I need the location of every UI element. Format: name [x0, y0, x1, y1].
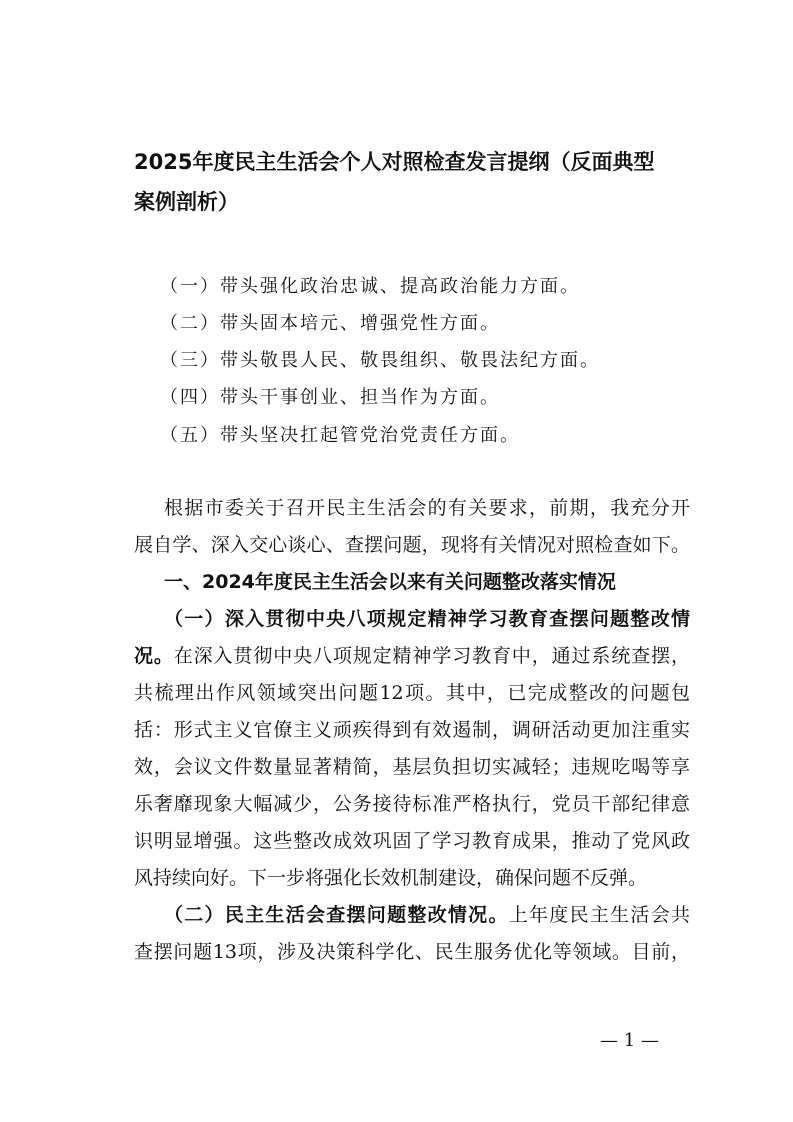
body-line: 括：形式主义官僚主义顽疾得到有效遏制，调研活动更加注重实: [134, 719, 690, 741]
body-line: [134, 643, 690, 669]
outline-item: （五）带头坚决扛起管党治党责任方面。: [160, 425, 520, 446]
subsection-heading-text: （二）民主生活会查摆问题整改情况。: [164, 904, 509, 926]
section-heading: 一、2024年度民主生活会以来有关问题整改落实情况: [164, 571, 616, 593]
outline-item: （四）带头干事创业、担当作为方面。: [160, 387, 500, 408]
body-line: 共梳理出作风领域突出问题12项。其中，已完成整改的问题包: [134, 682, 690, 704]
outline-item: （二）带头固本培元、增强党性方面。: [160, 313, 500, 334]
body-line: 风持续向好。下一步将强化长效机制建设，确保问题不反弹。: [134, 867, 648, 889]
body-text: 上年度民主生活会共: [508, 904, 690, 926]
intro-line: 根据市委关于召开民主生活会的有关要求，前期，我充分开: [164, 497, 690, 519]
subsection-heading-text: （一）深入贯彻中央八项规定精神学习教育查摆问题整改情: [164, 608, 690, 630]
intro-line: 展自学、深入交心谈心、查摆问题，现将有关情况对照检查如下。: [134, 534, 690, 556]
outline-item: （一）带头强化政治忠诚、提高政治能力方面。: [160, 276, 580, 297]
body-text: 在深入贯彻中央八项规定精神学习教育中，通过系统查摆，: [173, 645, 690, 667]
page-number: — 1 —: [600, 1030, 659, 1051]
subsection-heading-2: [134, 902, 690, 928]
body-line: 识明显增强。这些整改成效巩固了学习教育成果，推动了党风政: [134, 830, 690, 852]
body-line: 乐奢靡现象大幅减少，公务接待标准严格执行，党员干部纪律意: [134, 793, 690, 815]
body-line: 查摆问题13项，涉及决策科学化、民生服务优化等领域。目前，: [134, 941, 690, 963]
document-title-line-2: 案例剖析）: [134, 190, 239, 214]
outline-item: （三）带头敬畏人民、敬畏组织、敬畏法纪方面。: [160, 350, 600, 371]
subsection-heading-tail: 况。: [134, 645, 174, 667]
document-title-line-1: 2025年度民主生活会个人对照检查发言提纲（反面典型: [134, 150, 655, 174]
subsection-heading-1: [134, 606, 690, 632]
body-line: 效，会议文件数量显著精简，基层负担切实减轻；违规吃喝等享: [134, 756, 690, 778]
